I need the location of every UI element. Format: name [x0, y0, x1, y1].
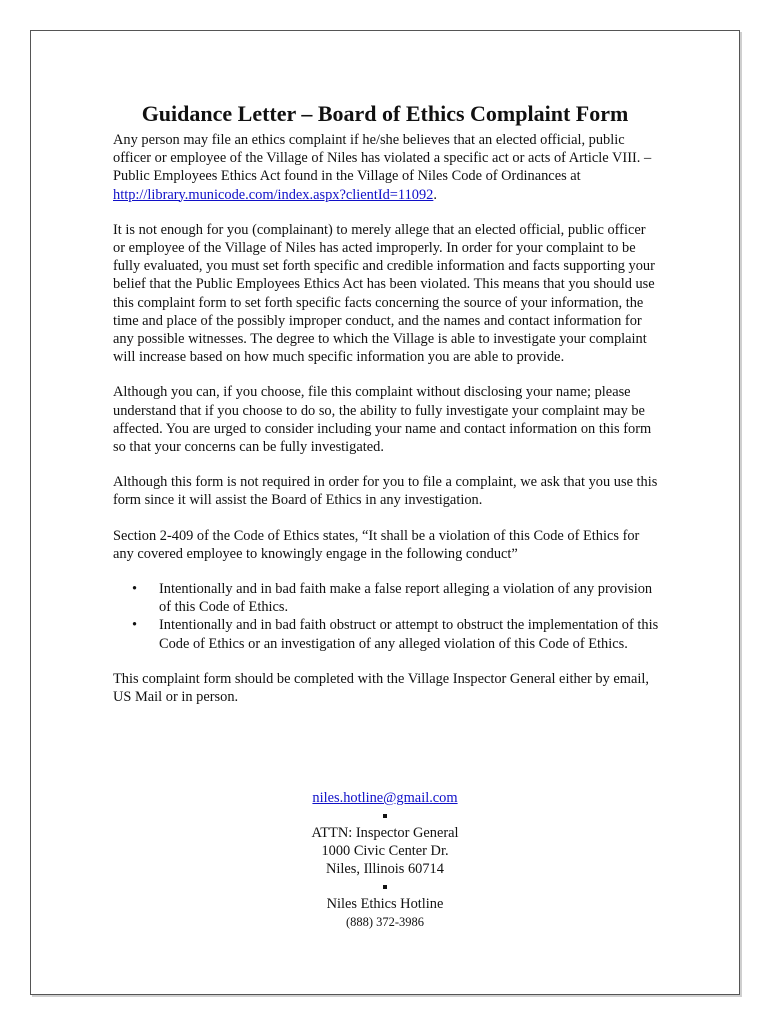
- contact-block: [31, 789, 739, 931]
- paragraph-intro-end: .: [433, 186, 437, 203]
- conduct-list-item: [113, 616, 661, 652]
- street-line: 1000 Civic Center Dr.: [321, 843, 449, 859]
- city-line: Niles, Illinois 60714: [326, 861, 444, 877]
- conduct-list: [113, 580, 661, 653]
- conduct-item-text: Intentionally and in bad faith obstruct or attempt to obstruct the implementation of this Code of Ethics or an investigation of any alleged violation of this Code of Ethics.: [159, 617, 659, 652]
- paragraph-intro: [113, 131, 661, 204]
- bullet-icon: •: [132, 617, 138, 634]
- paragraph-intro-text: Any person may file an ethics complaint if he/she believes that an elected official, public officer or employee of the Village of Niles has violated a specific act or acts of Article VIII. – Public Employees Ethics Act found in the Village of Niles Code of Ordinances at: [113, 132, 652, 185]
- municode-link[interactable]: http://library.municode.com/index.aspx?clientId=11092: [113, 186, 434, 203]
- attn-line: ATTN: Inspector General: [311, 825, 459, 841]
- document-page: [30, 30, 740, 995]
- paragraph-requirements: It is not enough for you (complainant) to merely allege that an elected official, public officer or employee of the Village of Niles has acted improperly. In order for your complaint to be fully evaluated, you must set forth specific and credible information and facts supporting your belief that the Public Employees Ethics Act has been violated. This means that you should use this complaint form to set forth specific facts concerning the source of your information, the time and place of the possibly improper conduct, and the names and contact information for any possible witnesses. The degree to which the Village is able to investigate your complaint will increase based on how much specific information you are able to provide.: [113, 221, 655, 366]
- paragraph-submission: This complaint form should be completed with the Village Inspector General either by email, US Mail or in person.: [113, 670, 649, 706]
- conduct-item-text: Intentionally and in bad faith make a false report alleging a violation of any provision of this Code of Ethics.: [159, 581, 653, 616]
- document-body: [113, 131, 661, 723]
- paragraph-form-use: Although this form is not required in order for you to file a complaint, we ask that you use this form since it will assist the Board of Ethics in any investigation.: [113, 474, 658, 509]
- hotline-label: Niles Ethics Hotline: [326, 896, 444, 912]
- separator-square-icon: [383, 885, 387, 889]
- conduct-list-item: [113, 580, 661, 616]
- bullet-icon: •: [132, 581, 138, 598]
- separator-square-icon: [383, 814, 387, 818]
- hotline-phone: (888) 372-3986: [345, 915, 425, 929]
- paragraph-section-2-409: Section 2-409 of the Code of Ethics states, “It shall be a violation of this Code of Ethics for any covered employee to knowingly engage in the following conduct”: [113, 527, 640, 562]
- email-link[interactable]: niles.hotline@gmail.com: [312, 790, 458, 806]
- document-title: Guidance Letter – Board of Ethics Complaint Form: [141, 101, 629, 126]
- paragraph-anonymous: Although you can, if you choose, file this complaint without disclosing your name; please understand that if you choose to do so, the ability to fully investigate your complaint may be affected. You are urged to consider including your name and contact information on this form so that your concerns can be fully investigated.: [113, 384, 652, 456]
